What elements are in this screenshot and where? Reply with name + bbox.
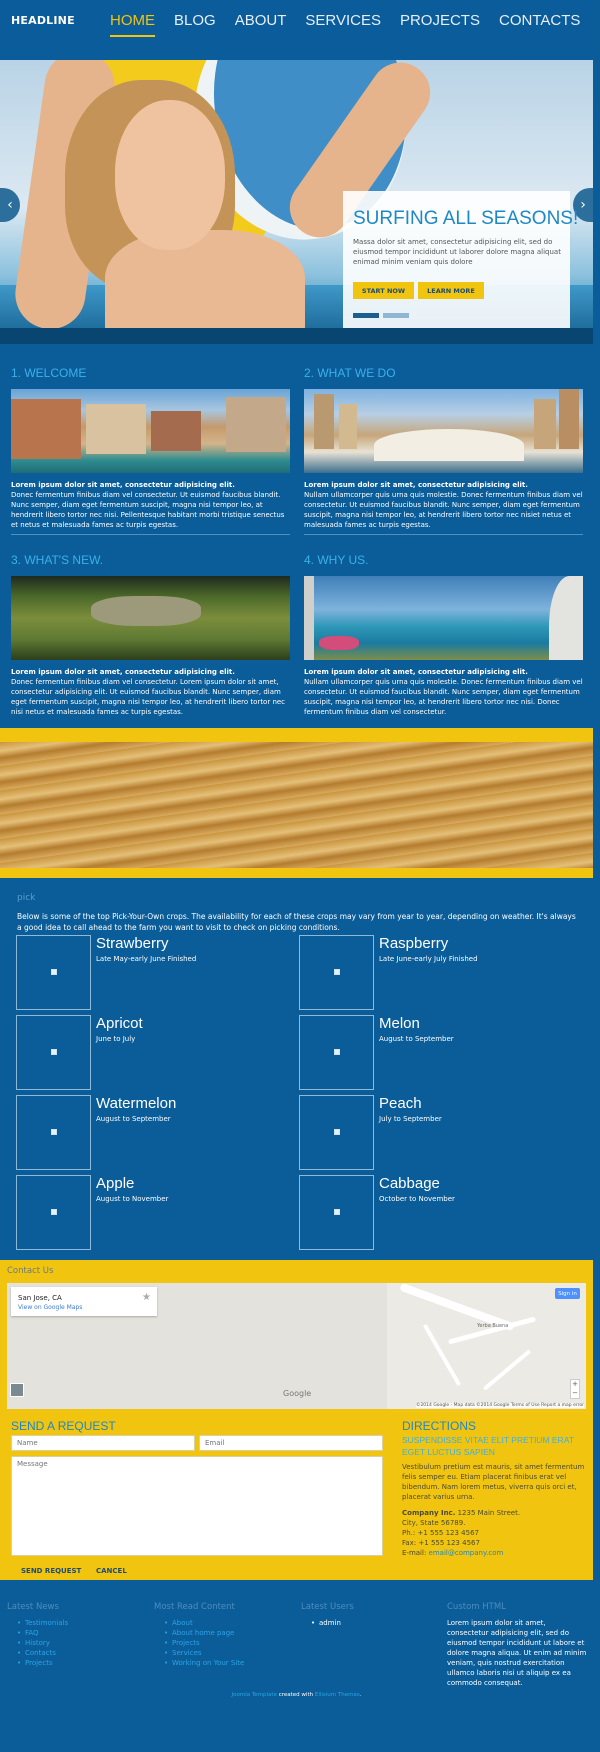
slide-caption-box: [343, 191, 579, 328]
slide-indicator-1[interactable]: [353, 313, 379, 318]
slide-indicator-2[interactable]: [383, 313, 409, 318]
message-textarea[interactable]: [11, 1456, 383, 1556]
crop-image[interactable]: [16, 1095, 91, 1170]
email-input[interactable]: [199, 1435, 383, 1451]
nav-blog[interactable]: BLOG: [174, 12, 216, 29]
feature-body-4: Nullam ullamcorper quis urna quis molestie. Donec fermentum finibus diam vel consectetur. Ut euismod faucibus blandit. Nunc semper, diam eget fermentum suscipit, magna nisi tempor leo, at hendrerit libero tortor nec nisi. Donec fermentum finibus diam vel consectetur.: [304, 678, 583, 716]
zoom-in-icon[interactable]: +: [572, 1380, 578, 1388]
feature-text-3: [11, 667, 290, 717]
broken-image-icon: [334, 1129, 340, 1135]
main-nav: [110, 12, 593, 37]
pick-section-intro: Below is some of the top Pick-Your-Own crops. The availability for each of these crops may vary from year to year, depending on weather. It's always a good idea to call ahead to the farm you want to visit to check on picking conditions.: [17, 912, 576, 932]
start-now-button[interactable]: START NOW: [353, 282, 414, 299]
broken-image-icon: [51, 1129, 57, 1135]
footer-link-read-projects[interactable]: • Projects: [154, 1638, 294, 1648]
footer-latest-news: [7, 1602, 147, 1668]
crop-image[interactable]: [299, 1095, 374, 1170]
chevron-left-icon: ‹: [7, 197, 13, 213]
feature-bold-3: Lorem ipsum dolor sit amet, consectetur adipisicing elit.: [11, 668, 235, 676]
crop-image[interactable]: [16, 1015, 91, 1090]
custom-html-text: Lorem ipsum dolor sit amet, consectetur adipisicing elit, sed do eiusmod tempor incididunt ut labore et dolore magna aliqua. Ut enim ad minim veniam, quis nostrud exercitation ullamco laboris nisi ut aliquip ex ea commodo consequat.: [447, 1619, 587, 1687]
credit-themes-link[interactable]: Ellisium Themes: [314, 1692, 360, 1698]
feature-text-2: [304, 480, 583, 530]
footer-link-projects[interactable]: • Projects: [7, 1658, 147, 1668]
map-zoom-control[interactable]: [570, 1379, 580, 1399]
footer-link-testimonials[interactable]: • Testimonials: [7, 1618, 147, 1628]
google-map[interactable]: [7, 1283, 586, 1409]
crop-image[interactable]: [16, 935, 91, 1010]
crop-name: Watermelon: [96, 1095, 177, 1112]
crop-name: Apple: [96, 1175, 135, 1192]
feature-body-1: Donec fermentum finibus diam vel consectetur. Ut euismod faucibus blandit. Nunc semper, diam eget fermentum suscipit, magna nisi tempor leo, at hendrerit libero tortor nec nisi. Pellentesque habitant morbi tristique senectus et netus et malesuada fames ac turpis egestas.: [11, 491, 285, 529]
footer-link-contacts[interactable]: • Contacts: [7, 1648, 147, 1658]
footer-link-services[interactable]: • Services: [154, 1648, 294, 1658]
feature-divider-right: [304, 534, 583, 535]
map-sign-in-button[interactable]: Sign in: [555, 1288, 580, 1299]
footer-link-about[interactable]: • About: [154, 1618, 294, 1628]
crop-season: July to September: [379, 1115, 442, 1123]
company-phone: Ph.: +1 555 123 4567: [402, 1529, 479, 1537]
footer-user-admin[interactable]: • admin: [301, 1618, 441, 1628]
footer-link-history[interactable]: • History: [7, 1638, 147, 1648]
broken-image-icon: [334, 1209, 340, 1215]
nav-contacts[interactable]: CONTACTS: [498, 12, 581, 29]
zoom-out-icon[interactable]: −: [572, 1389, 578, 1397]
latest-users-title: Latest Users: [301, 1602, 354, 1612]
map-street-label: Yerba Buena: [477, 1323, 509, 1329]
footer-latest-users: [301, 1602, 441, 1628]
send-request-button[interactable]: SEND REQUEST: [21, 1567, 82, 1575]
name-input[interactable]: [11, 1435, 195, 1451]
hero-slider: [0, 60, 593, 328]
hero-bottom-bar: [0, 328, 593, 344]
feature-title-3: 3. WHAT'S NEW.: [11, 553, 104, 567]
feature-title-2: 2. WHAT WE DO: [304, 366, 396, 380]
broken-image-icon: [51, 969, 57, 975]
nav-about[interactable]: ABOUT: [234, 12, 287, 29]
company-city: City, State 56789.: [402, 1519, 466, 1527]
google-logo: Google: [283, 1389, 312, 1398]
crop-season: August to September: [96, 1115, 171, 1123]
footer-link-working[interactable]: • Working on Your Site: [154, 1658, 294, 1668]
crop-season: October to November: [379, 1195, 455, 1203]
credit-mid-text: created with: [276, 1692, 315, 1698]
crop-image[interactable]: [299, 1015, 374, 1090]
hero-face: [115, 100, 225, 250]
directions-subtitle: SUSPENDISSE VITAE ELIT PRETIUM ERAT EGET LUCTUS SAPIEN: [402, 1435, 574, 1457]
map-satellite-thumbnail[interactable]: [10, 1383, 24, 1397]
sand-banner-top-strip: [0, 728, 593, 742]
map-info-card: [11, 1287, 157, 1316]
footer-custom-html: [447, 1602, 593, 1688]
crop-name: Melon: [379, 1015, 420, 1032]
latest-news-title: Latest News: [7, 1602, 59, 1612]
map-attribution[interactable]: ©2014 Google - Map data ©2014 Google Terms of Use Report a map error: [415, 1403, 584, 1408]
feature-divider-left: [11, 534, 290, 535]
crop-season: August to November: [96, 1195, 169, 1203]
custom-html-title: Custom HTML: [447, 1602, 506, 1612]
feature-title-4: 4. WHY US.: [304, 553, 369, 567]
feature-image-sydney: [304, 389, 583, 473]
cancel-button[interactable]: CANCEL: [96, 1567, 127, 1575]
feature-body-3: Donec fermentum finibus diam vel consectetur. Lorem ipsum dolor sit amet, consectetur adipisicing elit. Ut euismod faucibus blandit. Nunc semper, diam eget fermentum suscipit, magna nisi tempor leo, at hendrerit libero tortor nec nisi netus et malesuada fames ac turpis egestas.: [11, 678, 286, 716]
most-read-list: [154, 1618, 294, 1668]
nav-home[interactable]: HOME: [110, 12, 155, 37]
crop-name: Raspberry: [379, 935, 449, 952]
feature-bold-2: Lorem ipsum dolor sit amet, consectetur adipisicing elit.: [304, 481, 528, 489]
sand-banner-image: [0, 742, 593, 868]
contact-section: [0, 1260, 593, 1580]
feature-image-machu-picchu: [11, 576, 290, 660]
nav-services[interactable]: SERVICES: [305, 12, 381, 29]
crop-season: August to September: [379, 1035, 454, 1043]
company-email-label: E-mail:: [402, 1549, 427, 1557]
directions-title: DIRECTIONS: [402, 1419, 477, 1433]
broken-image-icon: [51, 1049, 57, 1055]
most-read-title: Most Read Content: [154, 1602, 235, 1612]
credit-template-link[interactable]: Joomla Template: [231, 1692, 277, 1698]
contact-section-label: Contact Us: [7, 1266, 54, 1276]
feature-text-4: [304, 667, 583, 717]
directions-text: Vestibulum pretium est mauris, sit amet fermentum felis semper eu. Etiam placerat finibus erat vel bibendum. Nam lorem metus, viverra quis orci et, placerat varius urna.: [402, 1463, 585, 1501]
crop-season: Late May-early June Finished: [96, 955, 197, 963]
latest-news-list: [7, 1618, 147, 1668]
broken-image-icon: [51, 1209, 57, 1215]
map-view-link[interactable]: View on Google Maps: [18, 1304, 83, 1311]
crop-name: Cabbage: [379, 1175, 440, 1192]
feature-text-1: [11, 480, 290, 530]
credit-end-text: .: [359, 1692, 362, 1698]
site-header: [0, 0, 593, 60]
broken-image-icon: [334, 969, 340, 975]
request-form-title: SEND A REQUEST: [11, 1419, 116, 1433]
feature-image-venice: [11, 389, 290, 473]
crop-season: Late June-early July Finished: [379, 955, 478, 963]
crop-image[interactable]: [299, 935, 374, 1010]
broken-image-icon: [334, 1049, 340, 1055]
hero-shoulders: [105, 230, 305, 328]
site-footer: [0, 1580, 593, 1752]
footer-link-faq[interactable]: • FAQ: [7, 1628, 147, 1638]
crop-name: Strawberry: [96, 935, 169, 952]
map-place-name: San Jose, CA: [18, 1294, 62, 1302]
company-street: 1235 Main Street.: [457, 1509, 521, 1517]
chevron-right-icon: ›: [580, 197, 586, 213]
crop-image[interactable]: [16, 1175, 91, 1250]
company-name: Company Inc.: [402, 1509, 456, 1517]
crop-season: June to July: [96, 1035, 136, 1043]
feature-body-2: Nullam ullamcorper quis urna quis molestie. Donec fermentum finibus diam vel consectetur. Ut euismod faucibus blandit. Nunc semper, diam eget fermentum suscipit, magna nisi tempor leo, at hendrerit libero tortor nec nisiet netus et malesuada fames ac turpis egestas.: [304, 491, 583, 529]
feature-image-tropical: [304, 576, 583, 660]
star-icon[interactable]: ★: [142, 1292, 151, 1303]
crop-name: Peach: [379, 1095, 422, 1112]
feature-bold-4: Lorem ipsum dolor sit amet, consectetur adipisicing elit.: [304, 668, 528, 676]
slide-text: Massa dolor sit amet, consectetur adipisicing elit, sed do eiusmod tempor incididunt ut laborer dolore magna aliquat enimad minim veniam quis dolore: [353, 238, 561, 266]
sand-banner-bottom-strip: [0, 868, 593, 878]
company-address: [402, 1508, 587, 1558]
crop-name: Apricot: [96, 1015, 143, 1032]
footer-most-read: [154, 1602, 294, 1668]
map-park-area: [387, 1283, 586, 1409]
nav-projects[interactable]: PROJECTS: [399, 12, 480, 29]
footer-credit: [0, 1692, 593, 1698]
feature-title-1: 1. WELCOME: [11, 366, 87, 380]
company-email-link[interactable]: email@company.com: [428, 1549, 504, 1557]
learn-more-button[interactable]: LEARN MORE: [418, 282, 484, 299]
feature-bold-1: Lorem ipsum dolor sit amet, consectetur adipisicing elit.: [11, 481, 235, 489]
site-logo[interactable]: HEADLINE: [11, 14, 75, 27]
company-fax: Fax: +1 555 123 4567: [402, 1539, 480, 1547]
crop-image[interactable]: [299, 1175, 374, 1250]
pick-section-title: pick: [17, 893, 36, 903]
latest-users-list: [301, 1618, 441, 1628]
footer-link-about-home[interactable]: • About home page: [154, 1628, 294, 1638]
slide-title: SURFING ALL SEASONS!: [353, 208, 579, 229]
